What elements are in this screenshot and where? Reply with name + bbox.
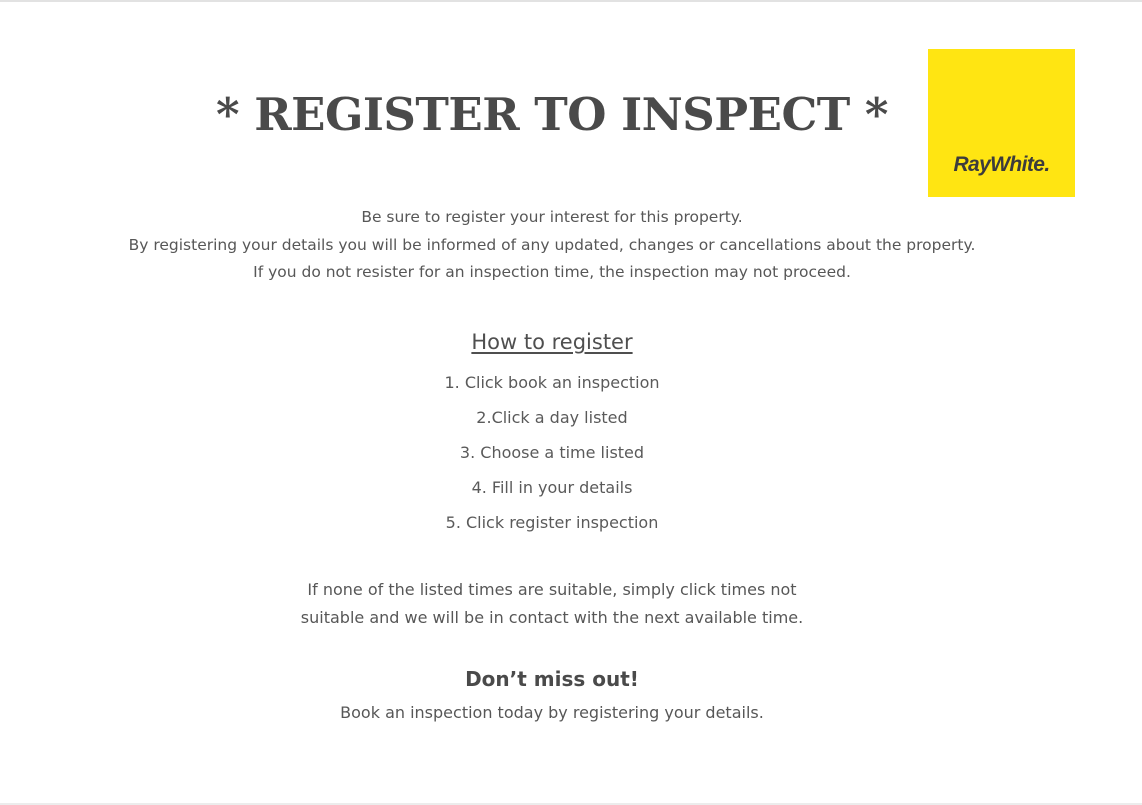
note-line: suitable and we will be in contact with the next available time. (300, 607, 804, 627)
intro-line: If you do not resister for an inspection time, the inspection may not proceed. (253, 263, 851, 281)
registration-steps-list (0, 365, 1104, 540)
unsuitable-times-note (0, 576, 1104, 631)
cta-heading: Don’t miss out! (465, 667, 639, 691)
page-title: * REGISTER TO INSPECT * (216, 88, 888, 141)
intro-paragraph (0, 204, 1104, 287)
step-item: 3. Choose a time listed (459, 443, 645, 462)
ray-white-logo (928, 49, 1075, 197)
intro-line: By registering your details you will be informed of any updated, changes or cancellations about the property. (128, 235, 976, 254)
step-item: 5. Click register inspection (445, 513, 659, 532)
step-item: 2.Click a day listed (476, 408, 628, 427)
step-item: 4. Fill in your details (471, 478, 633, 497)
cta-text: Book an inspection today by registering your details. (340, 703, 764, 722)
logo-wordmark: RayWhite. (953, 153, 1050, 176)
step-item: 1. Click book an inspection (444, 373, 660, 392)
top-divider (0, 0, 1142, 2)
intro-line: Be sure to register your interest for this property. (361, 208, 743, 226)
note-line: If none of the listed times are suitable, simply click times not (307, 580, 797, 599)
how-to-register-heading: How to register (471, 330, 633, 354)
